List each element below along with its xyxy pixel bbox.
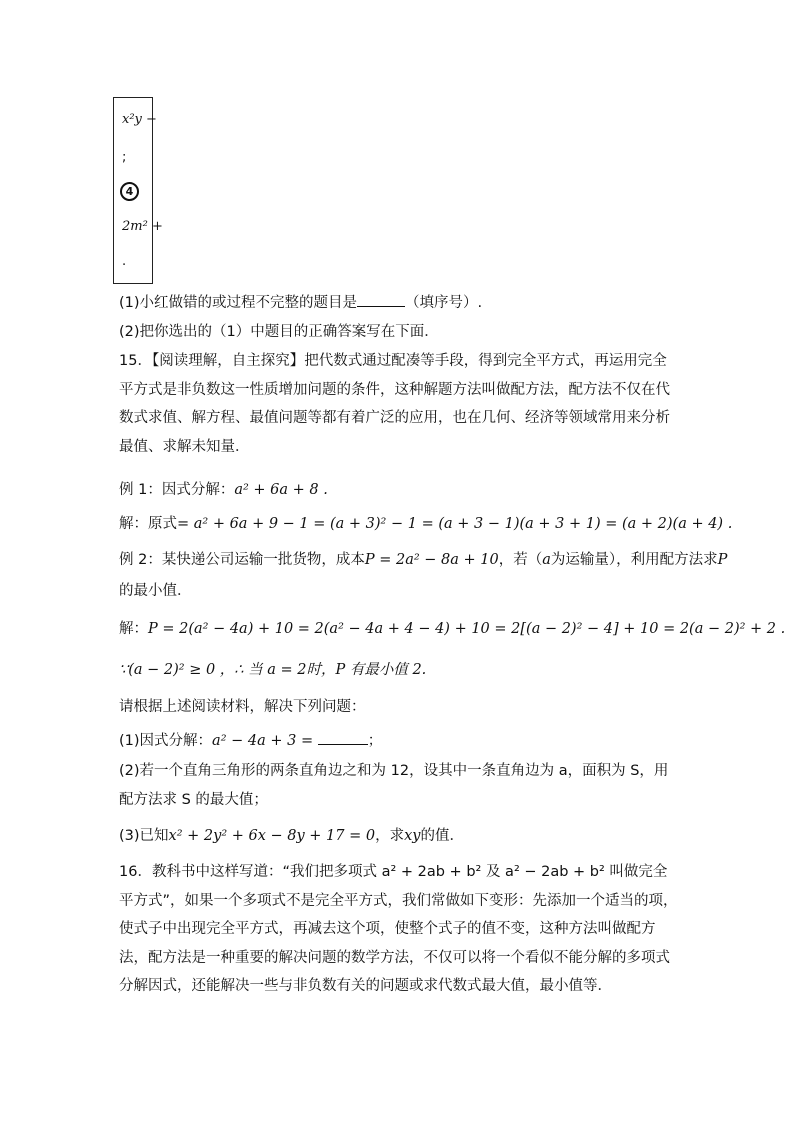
q14-part2: (2)把你选出的（1）中题目的正确答案写在下面． xyxy=(119,324,439,340)
q15-example1: 例 1：因式分解：a² + 6a + 8 . xyxy=(119,482,328,498)
q15-question3: (3)已知x² + 2y² + 6x − 8y + 17 = 0，求xy的值． xyxy=(119,828,464,844)
q15-prompt: 请根据上述阅读材料，解决下列问题： xyxy=(119,699,366,715)
expr-fragment-2: 2m² + xyxy=(122,219,163,234)
answer-blank[interactable] xyxy=(318,730,368,745)
q15-example2-line1: 例 2：某快递公司运输一批货物，成本P = 2a² − 8a + 10，若（a为运输量），利用配方法求P xyxy=(119,552,728,568)
q15-conclusion: ∵(a − 2)² ≥ 0 ，∴ 当 a = 2时，P 有最小值 2. xyxy=(119,662,427,678)
answer-blank[interactable] xyxy=(357,292,405,307)
expr-fragment-1: x²y − xyxy=(122,112,157,127)
q14-part1: (1)小红做错的或过程不完整的题目是 （填序号）. xyxy=(119,292,699,313)
table-cell-fragment xyxy=(113,97,163,284)
period-fragment: . xyxy=(122,254,127,269)
q15-question2: (2)若一个直角三角形的两条直角边之和为 12，设其中一条直角边为 a，面积为 S，用配方法求 S 的最大值； xyxy=(119,763,669,808)
q15-question1: (1)因式分解：a² − 4a + 3 = ； xyxy=(119,730,699,751)
q15-solution2: 解：P = 2(a² − 4a) + 10 = 2(a² − 4a + 4 − 4) + 10 = 2[(a − 2)² − 4] + 10 = 2(a − 2)² + 2 . xyxy=(119,621,786,637)
q16-text: 16．教科书中这样写道：“我们把多项式 a² + 2ab + b² 及 a² − 2ab + b² 叫做完全平方式”，如果一个多项式不是完全平方式，我们常做如下变形：先添加一个适当的项，使式子中出现完全平方式，再减去这个项，使整个式子的值不变，这种方法叫做配方法，配方法是一种重要的解决问题的数学方法，不仅可以将一个看似不能分解的多项式分解因式，还能解决一些与非负数有关的问题或求代数式最大值，最小值等． xyxy=(119,864,678,994)
semicolon-fragment: ; xyxy=(122,150,127,165)
q15-intro: 15．【阅读理解，自主探究】把代数式通过配凑等手段，得到完全平方式，再运用完全平方式是非负数这一性质增加问题的条件，这种解题方法叫做配方法，配方法不仅在代数式求值、解方程、最值问题等都有着广泛的应用，也在几何、经济等领域常用来分析最值、求解未知量． xyxy=(119,353,670,455)
q15-solution1: 解：原式= a² + 6a + 9 − 1 = (a + 3)² − 1 = (a + 3 − 1)(a + 3 + 1) = (a + 2)(a + 4) . xyxy=(119,516,733,532)
q15-example2-line2: 的最小值． xyxy=(119,583,192,599)
circled-number-4: 4 xyxy=(120,182,139,201)
